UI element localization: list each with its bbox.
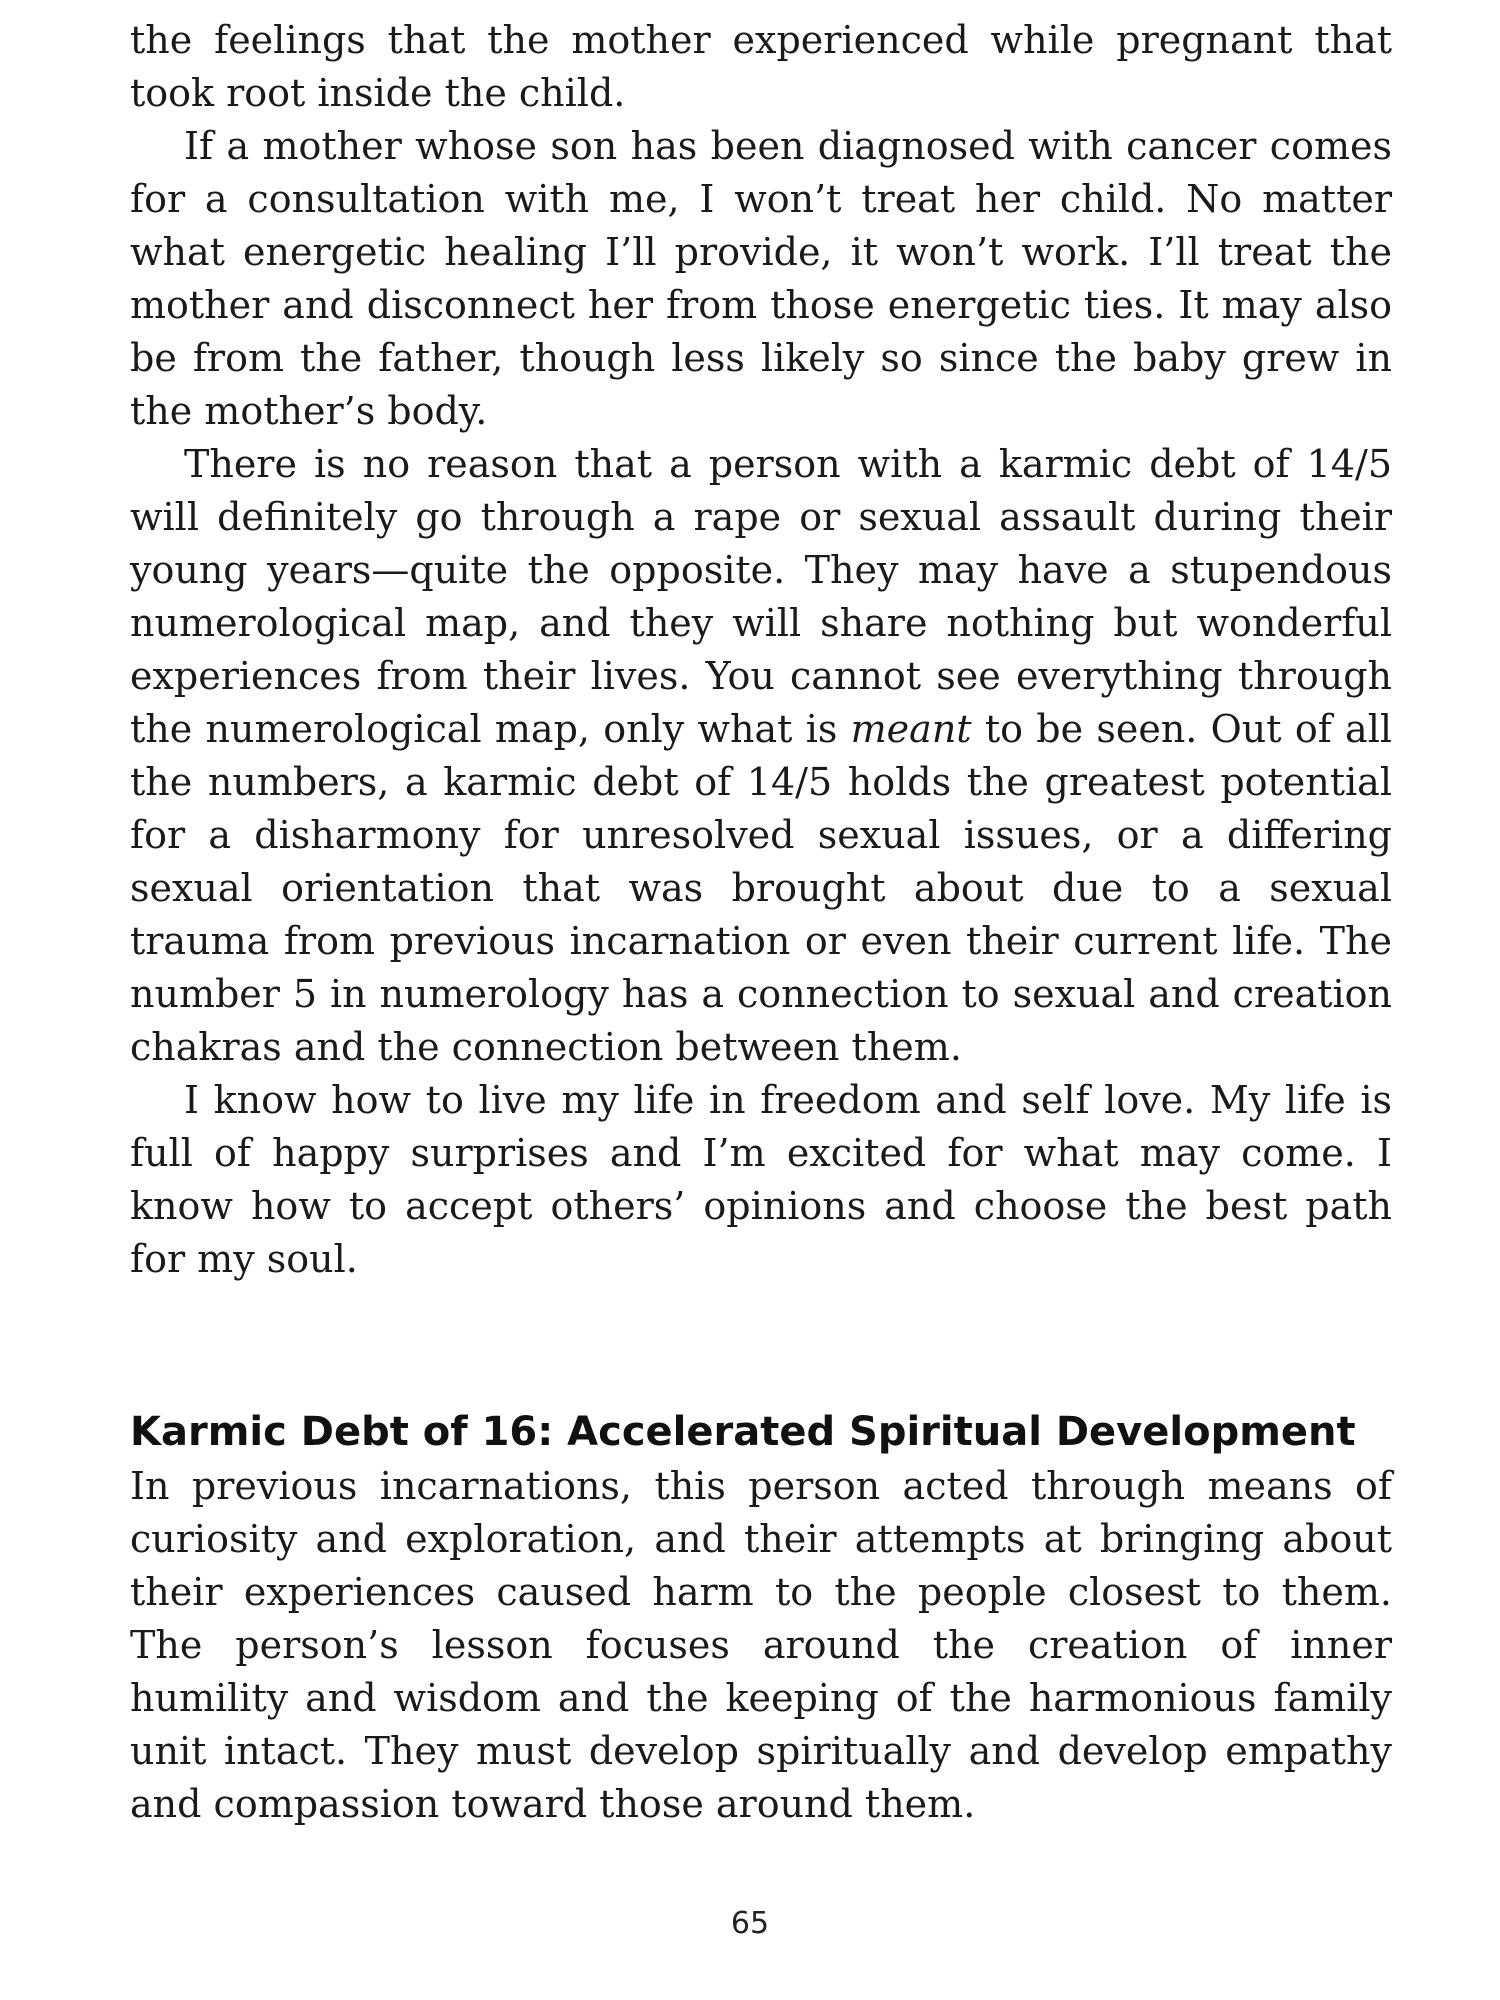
paragraph-karmic-debt-14-5 <box>130 438 1392 1074</box>
paragraph-continuation: the feelings that the mother experienced while pregnant that took root inside the child. <box>130 18 1392 115</box>
paragraph-text-after-emphasis: to be seen. Out of all the numbers, a karmic debt of 14/5 holds the greatest potential for a disharmony for unresolved sexual issues, or a differing sexual orientation that was brought about due to a sexual trauma from previous incarnation or even their current life. The number 5 in numerology has a connection to sexual and creation chakras and the connection between them. <box>130 707 1392 1069</box>
section-heading: Karmic Debt of 16: Accelerated Spiritual Development <box>130 1409 1356 1455</box>
section-body-paragraph: In previous incarnations, this person acted through means of curiosity and exploration, and their attempts at bringing about their experiences caused harm to the people closest to them. The person’s lesson focuses around the creation of inner humility and wisdom and the keeping of the harmonious family unit intact. They must develop spiritually and develop empathy and compassion toward those around them. <box>130 1464 1392 1826</box>
paragraph-text-before-emphasis: There is no reason that a person with a karmic debt of 14/5 will definitely go through a rape or sexual assault during their young years—quite the opposite. They may have a stupendous numerological map, and they will share nothing but wonderful experiences from their lives. You cannot see everything through the numerological map, only what is <box>130 442 1392 751</box>
paragraph-affirmation: I know how to live my life in freedom and self love. My life is full of happy surprises and I’m excited for what may come. I know how to accept others’ opinions and choose the best path for my soul. <box>130 1078 1392 1281</box>
body-text-column <box>130 14 1392 1831</box>
emphasized-word: meant <box>850 707 972 751</box>
page-number: 65 <box>730 1906 770 1941</box>
paragraph-cancer-consultation: If a mother whose son has been diagnosed with cancer comes for a consultation with me, I won’t treat her child. No matter what energetic healing I’ll provide, it won’t work. I’ll treat the mother and disconnect her from those energetic ties. It may also be from the father, though less likely so since the baby grew in the mother’s body. <box>130 124 1392 433</box>
